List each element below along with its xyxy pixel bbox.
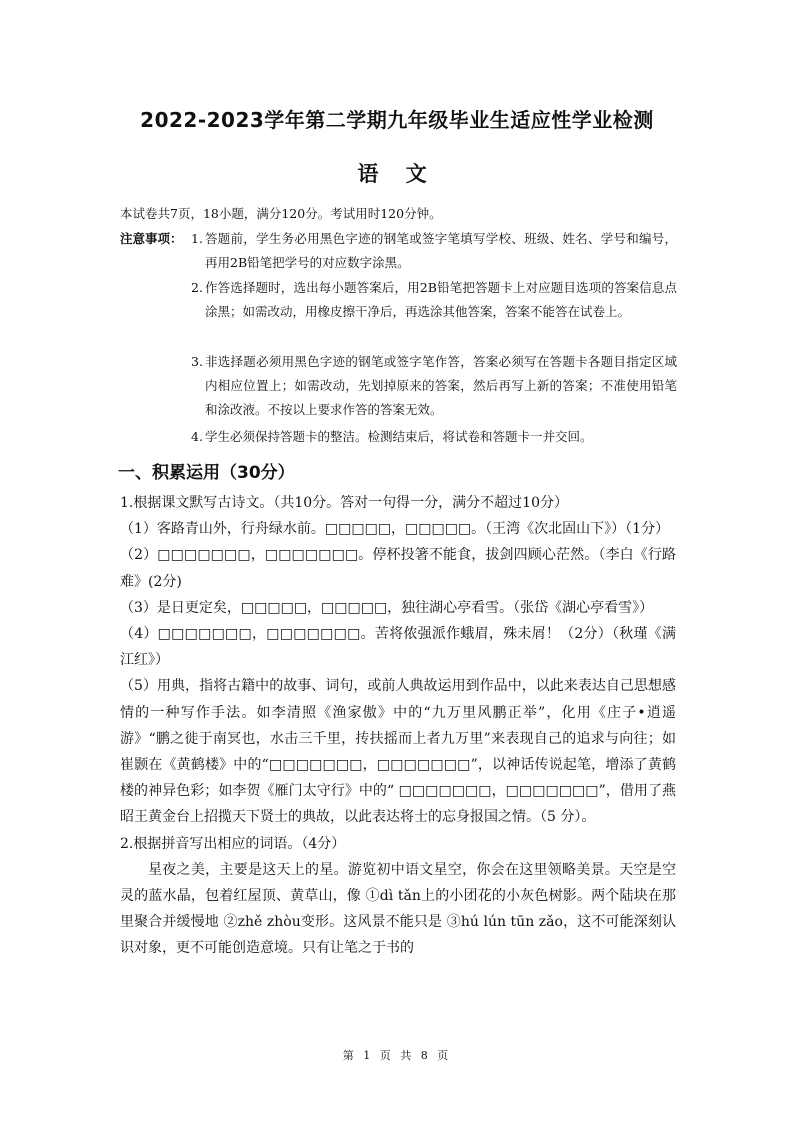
note-number: 4. [191,429,203,444]
exam-title: 2022-2023学年第二学期九年级毕业生适应性学业检测 [140,108,654,132]
note-item [191,350,677,422]
note-number: 1. [191,231,203,246]
question-item: （2）□□□□□□□，□□□□□□□。停杯投箸不能食，拔剑四顾心茫然。（李白《行路难》(2分) [120,547,676,590]
note-item [191,425,677,449]
note-text: 学生必须保持答题卡的整洁。检测结束后，将试卷和答题卡一并交回。 [205,429,593,444]
subject-title: 语 文 [357,162,437,186]
exam-info: 本试卷共7页，18小题，满分120分。考试用时120分钟。 [120,206,442,221]
notes-label: 注意事项： [120,231,183,246]
section-heading: 一、积累运用（30分） [118,463,295,483]
note-text: 答题前，学生务必用黑色字迹的钢笔或签字笔填写学校、班级、姓名、学号和编号，再用2B铅笔把学号的对应数字涂黑。 [205,231,677,270]
page-footer: 第 1 页 共 8 页 [342,1049,452,1062]
note-number: 3. [191,354,203,369]
note-item [191,227,677,275]
question-item: （3）是日更定矣，□□□□□，□□□□□，独往湖心亭看雪。（张岱《湖心亭看雪》） [120,599,654,616]
question-item: （1）客路青山外，行舟绿水前。□□□□□，□□□□□。（王湾《次北固山下》）（1分） [120,521,670,538]
question-passage: 星夜之美，主要是这天上的星。游览初中语文星空，你会在这里领略美景。天空是空灵的蓝水晶，包着红屋顶、黄草山，像 ①dì tǎn上的小团花的小灰色树影。两个陆块在那里聚合并缓慢地 ②zhě zhòu变形。这风景不能只是 ③hú lún tūn zǎo，这不可能深刻认识对象，更不可能创造意境。只有让笔之于书的 [120,861,676,957]
note-number: 2. [191,280,203,295]
question-item: （4）□□□□□□□，□□□□□□□。苦将侬强派作蛾眉，殊未屑！（2分）（秋瑾《满江红》） [120,626,676,669]
question-1 [120,490,676,962]
note-text: 作答选择题时，选出每小题答案后，用2B铅笔把答题卡上对应题目选项的答案信息点涂黑；如需改动，用橡皮擦干净后，再选涂其他答案，答案不能答在试卷上。 [205,280,677,319]
question-stem: 1.根据课文默写古诗文。（共10分。答对一句得一分，满分不超过10分） [120,495,568,511]
question-stem: 2.根据拼音写出相应的词语。（4分） [120,835,346,852]
note-text: 非选择题必须用黑色字迹的钢笔或签字笔作答，答案必须写在答题卡各题目指定区域内相应位置上；如需改动，先划掉原来的答案，然后再写上新的答案；不准使用铅笔和涂改液。不按以上要求作答的答案无效。 [205,354,677,417]
note-item [191,276,677,324]
question-item: （5）用典，指将古籍中的故事、词句，或前人典故运用到作品中，以此来表达自己思想感情的一种写作手法。如李清照《渔家傲》中的“九万里风鹏正举”，化用《庄子•逍遥游》“鹏之徙于南冥也，水击三千里，抟扶摇而上者九万里”来表现自己的追求与向往；如崔颢在《黄鹤楼》中的“□□□□□□□，□□□□□□□”，以神话传说起笔，增添了黄鹤楼的神异色彩；如李贺《雁门太守行》中的“ □□□□□□□，□□□□□□□”，借用了燕昭王黄金台上招揽天下贤士的典故，以此表达将士的忘身报国之情。（5 分）。 [120,678,676,826]
